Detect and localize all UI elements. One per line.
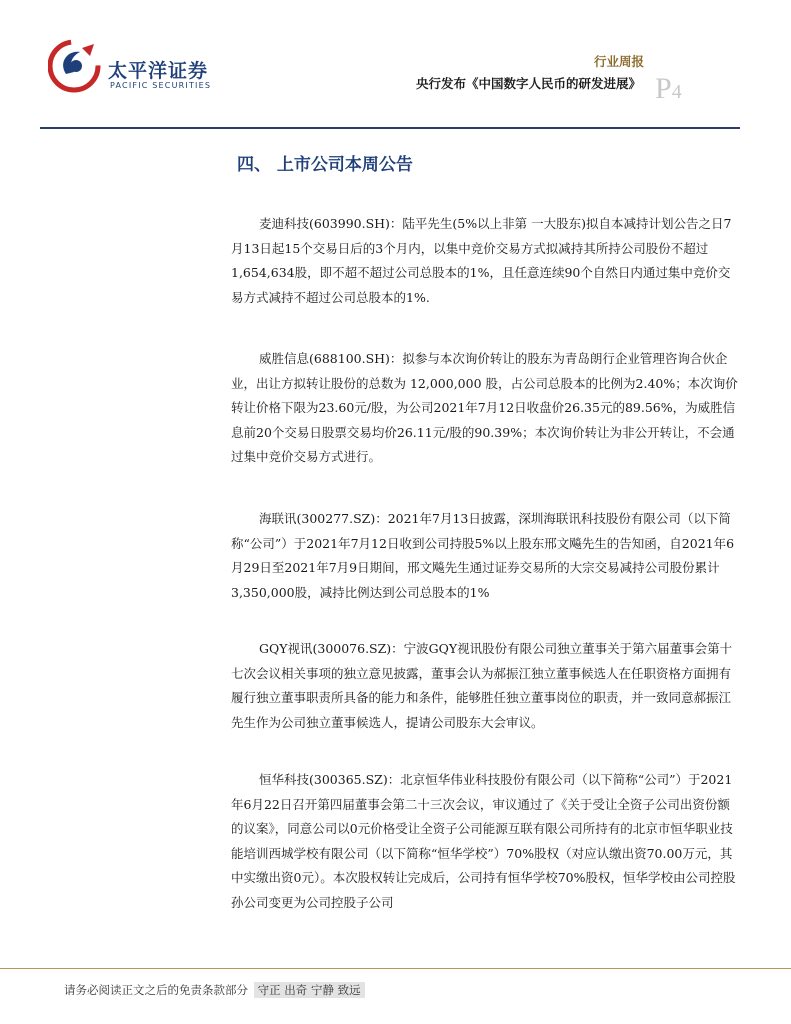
paragraph-text: 麦迪科技(603990.SH)：陆平先生(5%以上非第 一大股东)拟自本减持计划公告之日7月13日起15个交易日后的3个月内，以集中竞价交易方式拟减持其所持公司股份不超过1,654,634股，即不超不超过公司总股本的1%，且任意连续90个自然日内通过集中竞价交易方式减持不超过公司总股本的1%. <box>231 216 732 305</box>
announcement-paragraph <box>231 212 740 310</box>
report-title: 央行发布《中国数字人民币的研发进展》 <box>415 76 641 91</box>
page-digit: 4 <box>671 81 682 103</box>
announcement-paragraph <box>231 347 740 470</box>
page-number <box>655 72 682 106</box>
announcement-paragraph <box>231 768 740 915</box>
logo-name-en: PACIFIC SECURITIES <box>110 81 212 90</box>
company-logo <box>48 36 228 100</box>
page-letter: P <box>655 72 672 105</box>
footer-disclaimer: 请务必阅读正文之后的免责条款部分 <box>64 983 248 997</box>
paragraph-text: GQY视讯(300076.SZ)：宁波GQY视讯股份有限公司独立董事关于第六届董事会第十七次会议相关事项的独立意见披露，董事会认为郝振江独立董事候选人在任职资格方面拥有履行独立董事职责所具备的能力和条件，能够胜任独立董事岗位的职责，并一致同意郝振江先生作为公司独立董事候选人，提请公司股东大会审议。 <box>231 641 733 730</box>
section-title: 四、 上市公司本周公告 <box>237 155 413 175</box>
footer-motto: 守正 出奇 宁静 致远 <box>254 982 365 998</box>
report-category: 行业周报 <box>593 54 644 69</box>
paragraph-text: 恒华科技(300365.SZ)：北京恒华伟业科技股份有限公司（以下简称“公司”）于2021年6月22日召开第四届董事会第二十三次会议，审议通过了《关于受让全资子公司出资份额的议案》，同意公司以0元价格受让全资子公司能源互联有限公司所持有的北京市恒华职业技能培训西城学校有限公司（以下简称“恒华学校”）70%股权（对应认缴出资70.00万元，其中实缴出资0元）。本次股权转让完成后，公司持有恒华学校70%股权，恒华学校由公司控股孙公司变更为公司控股子公司 <box>231 772 736 910</box>
header-divider <box>40 127 740 129</box>
paragraph-text: 海联讯(300277.SZ)：2021年7月13日披露，深圳海联讯科技股份有限公司（以下简称“公司”）于2021年7月12日收到公司持股5%以上股东邢文飚先生的告知函，自2021年6月29日至2021年7月9日期间，邢文飚先生通过证券交易所的大宗交易减持公司股份累计3,350,000股，减持比例达到公司总股本的1% <box>231 511 735 600</box>
footer <box>64 982 365 998</box>
announcement-paragraph <box>231 637 740 735</box>
logo-mark-icon <box>48 36 104 96</box>
announcement-paragraph <box>231 507 740 605</box>
paragraph-text: 威胜信息(688100.SH)：拟参与本次询价转让的股东为青岛朗行企业管理咨询合伙企业，出让方拟转让股份的总数为 12,000,000 股，占公司总股本的比例为2.40%；本次询价转让价格下限为23.60元/股，为公司2021年7月12日收盘价26.35元的89.56%，为威胜信息前20个交易日股票交易均价26.11元/股的90.39%；本次询价转让为非公开转让，不会通过集中竞价交易方式进行。 <box>231 351 738 464</box>
footer-divider <box>0 968 791 969</box>
logo-name-cn: 太平洋证券 <box>108 60 209 82</box>
